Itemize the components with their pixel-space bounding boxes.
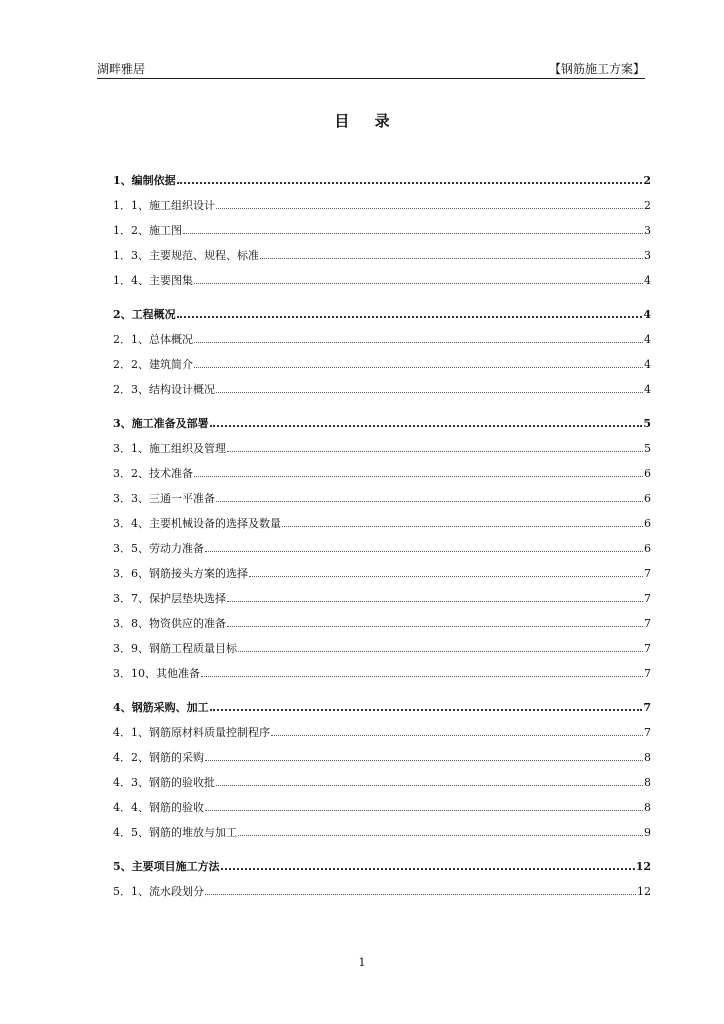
toc-entry-label: 1．2、施工图 xyxy=(113,224,182,237)
toc-entry-label: 3．1、施工组织及管理 xyxy=(113,442,226,455)
toc-dot-leader xyxy=(205,551,643,552)
toc-entry-label: 3．6、钢筋接头方案的选择 xyxy=(113,567,248,580)
toc-dot-leader xyxy=(227,451,643,452)
toc-dot-leader xyxy=(282,526,643,527)
toc-dot-leader xyxy=(238,651,643,652)
toc-dot-leader xyxy=(260,258,643,259)
toc-subsection-entry[interactable] xyxy=(113,515,651,540)
toc-entry-page: 5 xyxy=(643,417,651,430)
toc-subsection-entry[interactable] xyxy=(113,724,651,749)
toc-entry-page: 7 xyxy=(644,567,651,580)
toc-entry-label: 1、编制依据 xyxy=(113,174,176,187)
toc-entry-label: 3．3、三通一平准备 xyxy=(113,492,215,505)
toc-entry-page: 6 xyxy=(644,542,651,555)
toc-dot-leader xyxy=(238,835,643,836)
toc-entry-page: 3 xyxy=(644,249,651,262)
toc-entry-page: 2 xyxy=(643,174,651,187)
toc-dot-leader xyxy=(227,601,643,602)
toc-dot-leader xyxy=(183,233,643,234)
toc-dot-leader xyxy=(227,626,643,627)
toc-entry-label: 2．3、结构设计概况 xyxy=(113,383,215,396)
header-project-name: 湖畔雅居 xyxy=(97,62,146,76)
toc-dot-leader xyxy=(216,392,643,393)
toc-entry-label: 2、工程概况 xyxy=(113,308,176,321)
toc-subsection-entry[interactable] xyxy=(113,565,651,590)
toc-entry-page: 4 xyxy=(644,358,651,371)
toc-dot-leader xyxy=(210,425,643,427)
toc-entry-page: 4 xyxy=(644,383,651,396)
toc-subsection-entry[interactable] xyxy=(113,465,651,490)
toc-entry-page: 9 xyxy=(644,826,651,839)
toc-subsection-entry[interactable] xyxy=(113,615,651,640)
toc-entry-label: 5．1、流水段划分 xyxy=(113,885,204,898)
toc-dot-leader xyxy=(249,576,643,577)
toc-dot-leader xyxy=(216,785,643,786)
toc-dot-leader xyxy=(210,709,643,711)
page-header xyxy=(97,62,645,79)
toc-entry-page: 2 xyxy=(644,199,651,212)
toc-entry-page: 7 xyxy=(644,617,651,630)
toc-dot-leader xyxy=(194,476,643,477)
toc-subsection-entry[interactable] xyxy=(113,883,651,908)
toc-subsection-entry[interactable] xyxy=(113,799,651,824)
toc-entry-label: 1．4、主要图集 xyxy=(113,274,193,287)
toc-dot-leader xyxy=(205,760,643,761)
toc-entry-label: 3．8、物资供应的准备 xyxy=(113,617,226,630)
toc-entry-label: 1．3、主要规范、规程、标准 xyxy=(113,249,259,262)
toc-title-char-1: 目 xyxy=(334,112,370,130)
toc-section-entry[interactable] xyxy=(113,415,651,440)
toc-dot-leader xyxy=(205,894,636,895)
toc-title-char-2: 录 xyxy=(374,112,410,130)
toc-entry-page: 5 xyxy=(644,442,651,455)
toc-dot-leader xyxy=(216,208,643,209)
toc-entry-page: 7 xyxy=(644,642,651,655)
toc-subsection-entry[interactable] xyxy=(113,272,651,297)
toc-entry-page: 6 xyxy=(644,492,651,505)
toc-dot-leader xyxy=(194,342,643,343)
toc-entry-label: 4．1、钢筋原材料质量控制程序 xyxy=(113,726,270,739)
toc-entry-label: 5、主要项目施工方法 xyxy=(113,860,220,873)
toc-subsection-entry[interactable] xyxy=(113,774,651,799)
toc-entry-label: 3．10、其他准备 xyxy=(113,667,200,680)
page-number: 1 xyxy=(358,956,366,969)
toc-dot-leader xyxy=(201,676,643,677)
toc-entry-page: 4 xyxy=(644,333,651,346)
toc-entry-label: 4．2、钢筋的采购 xyxy=(113,751,204,764)
toc-entry-label: 3．7、保护层垫块选择 xyxy=(113,592,226,605)
toc-entry-page: 12 xyxy=(637,885,651,898)
toc-section-entry[interactable] xyxy=(113,306,651,331)
toc-dot-leader xyxy=(177,316,643,318)
toc-dot-leader xyxy=(271,735,643,736)
toc-entry-label: 4、钢筋采购、加工 xyxy=(113,701,209,714)
toc-entry-label: 3．5、劳动力准备 xyxy=(113,542,204,555)
toc-subsection-entry[interactable] xyxy=(113,824,651,849)
toc-entry-label: 4．3、钢筋的验收批 xyxy=(113,776,215,789)
toc-subsection-entry[interactable] xyxy=(113,590,651,615)
toc-entry-page: 4 xyxy=(644,274,651,287)
toc-entry-page: 6 xyxy=(644,517,651,530)
toc-entry-label: 3．9、钢筋工程质量目标 xyxy=(113,642,237,655)
toc-title xyxy=(0,112,724,130)
toc-subsection-entry[interactable] xyxy=(113,356,651,381)
header-document-title: 【钢筋施工方案】 xyxy=(548,62,645,76)
toc-subsection-entry[interactable] xyxy=(113,381,651,406)
toc-entry-page: 7 xyxy=(644,726,651,739)
toc-entry-page: 8 xyxy=(644,801,651,814)
toc-subsection-entry[interactable] xyxy=(113,440,651,465)
toc-entry-page: 3 xyxy=(644,224,651,237)
toc-entry-label: 2．1、总体概况 xyxy=(113,333,193,346)
toc-subsection-entry[interactable] xyxy=(113,640,651,665)
table-of-contents xyxy=(113,172,651,908)
toc-dot-leader xyxy=(205,810,643,811)
toc-entry-label: 3．4、主要机械设备的选择及数量 xyxy=(113,517,281,530)
toc-section-entry[interactable] xyxy=(113,858,651,883)
toc-entry-page: 7 xyxy=(643,701,651,714)
toc-subsection-entry[interactable] xyxy=(113,749,651,774)
toc-entry-page: 6 xyxy=(644,467,651,480)
toc-entry-label: 1．1、施工组织设计 xyxy=(113,199,215,212)
toc-subsection-entry[interactable] xyxy=(113,247,651,272)
toc-dot-leader xyxy=(194,367,643,368)
toc-dot-leader xyxy=(221,868,635,870)
toc-subsection-entry[interactable] xyxy=(113,490,651,515)
toc-entry-page: 8 xyxy=(644,751,651,764)
toc-subsection-entry[interactable] xyxy=(113,197,651,222)
toc-dot-leader xyxy=(194,283,643,284)
toc-entry-page: 4 xyxy=(643,308,651,321)
toc-section-entry[interactable] xyxy=(113,172,651,197)
toc-entry-label: 3．2、技术准备 xyxy=(113,467,193,480)
toc-entry-page: 12 xyxy=(635,860,651,873)
toc-entry-label: 3、施工准备及部署 xyxy=(113,417,209,430)
toc-entry-label: 4．5、钢筋的堆放与加工 xyxy=(113,826,237,839)
toc-entry-page: 7 xyxy=(644,592,651,605)
toc-entry-page: 8 xyxy=(644,776,651,789)
toc-entry-label: 4．4、钢筋的验收 xyxy=(113,801,204,814)
toc-subsection-entry[interactable] xyxy=(113,331,651,356)
toc-dot-leader xyxy=(216,501,643,502)
toc-subsection-entry[interactable] xyxy=(113,540,651,565)
toc-section-entry[interactable] xyxy=(113,699,651,724)
toc-subsection-entry[interactable] xyxy=(113,222,651,247)
toc-entry-label: 2．2、建筑简介 xyxy=(113,358,193,371)
toc-subsection-entry[interactable] xyxy=(113,665,651,690)
toc-dot-leader xyxy=(177,182,643,184)
toc-entry-page: 7 xyxy=(644,667,651,680)
